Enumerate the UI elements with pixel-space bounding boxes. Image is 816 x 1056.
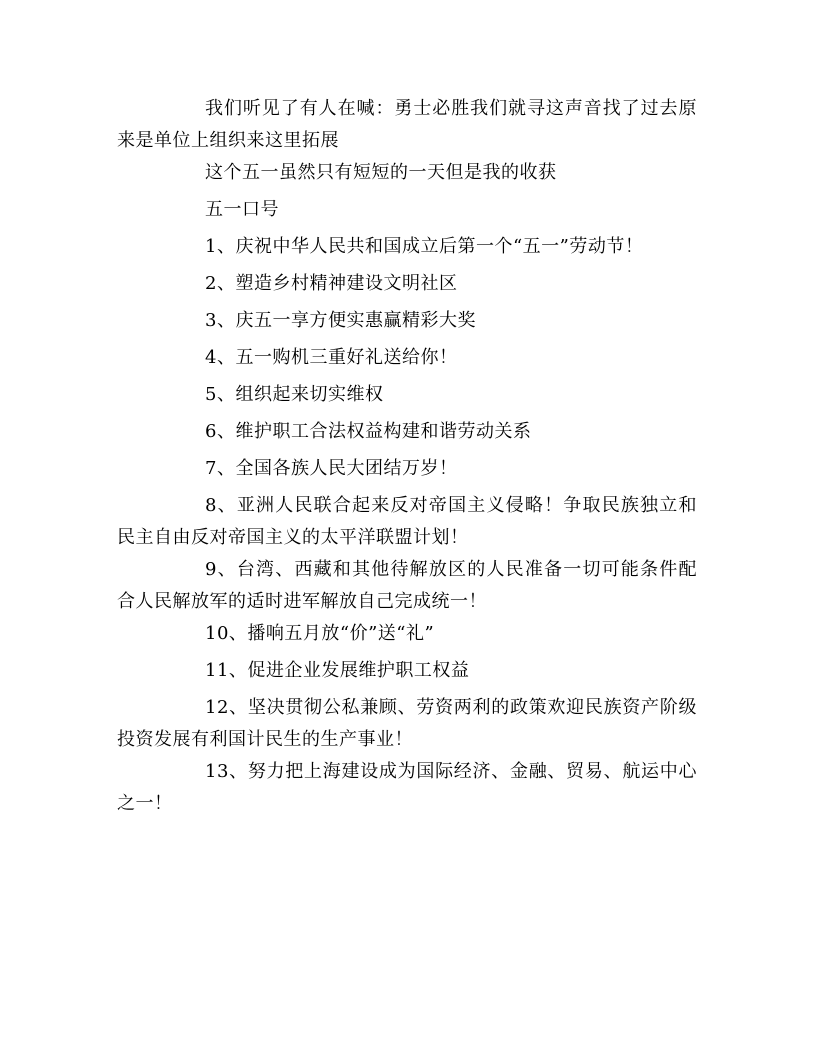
slogan-item: 10、播响五月放“价”送“礼”	[205, 623, 435, 644]
slogan-item: 4、五一购机三重好礼送给你！	[205, 347, 458, 368]
slogan-item: 2、塑造乡村精神建设文明社区	[205, 273, 458, 294]
slogan-item: 6、维护职工合法权益构建和谐劳动关系	[205, 421, 532, 442]
slogan-item: 5、组织起来切实维权	[205, 384, 384, 405]
slogan-item: 7、全国各族人民大团结万岁！	[205, 458, 458, 479]
paragraph: 我们听见了有人在喊：勇士必胜我们就寻这声音找了过去原来是单位上组织来这里拓展	[117, 98, 697, 151]
slogan-item: 12、坚决贯彻公私兼顾、劳资两利的政策欢迎民族资产阶级投资发展有利国计民生的生产事业！	[117, 697, 697, 750]
paragraph: 这个五一虽然只有短短的一天但是我的收获	[205, 162, 557, 183]
slogan-item: 1、庆祝中华人民共和国成立后第一个“五一”劳动节！	[205, 236, 644, 257]
slogan-item: 13、努力把上海建设成为国际经济、金融、贸易、航运中心之一！	[117, 761, 697, 814]
document-body	[117, 93, 697, 825]
slogan-item: 3、庆五一享方便实惠赢精彩大奖	[205, 310, 476, 331]
slogan-item: 9、台湾、西藏和其他待解放区的人民准备一切可能条件配合人民解放军的适时进军解放自己完成统一！	[117, 559, 697, 612]
section-heading: 五一口号	[205, 199, 279, 220]
slogan-item: 11、促进企业发展维护职工权益	[205, 660, 470, 681]
slogan-item: 8、亚洲人民联合起来反对帝国主义侵略！争取民族独立和民主自由反对帝国主义的太平洋联盟计划！	[117, 495, 697, 548]
